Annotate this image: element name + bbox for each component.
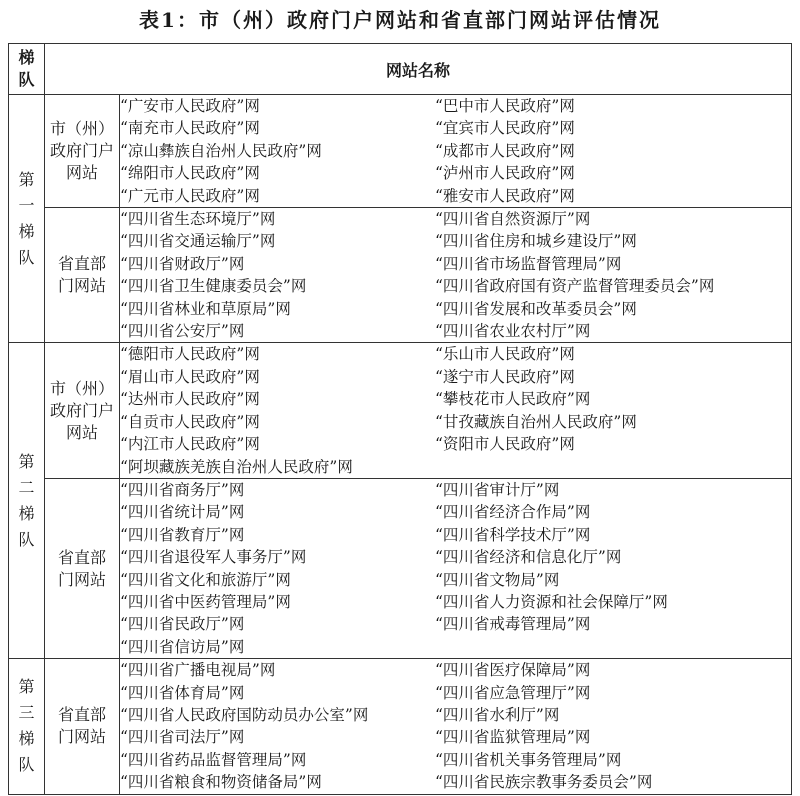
site-name: “成都市人民政府”网 — [435, 141, 575, 160]
site-name: “四川省科学技术厅”网 — [435, 525, 591, 544]
site-name: “四川省审计厅”网 — [435, 480, 560, 499]
site-name: “内江市人民政府”网 — [120, 435, 260, 454]
site-name: “四川省监狱管理局”网 — [435, 728, 591, 747]
site-name: “四川省民政厅”网 — [120, 615, 245, 634]
site-name: “四川省体育局”网 — [120, 683, 245, 702]
category-label: 省直部 门网站 — [45, 478, 120, 658]
site-name-header: 网站名称 — [45, 44, 792, 95]
site-name: “四川省药品监督管理局”网 — [120, 750, 307, 769]
tier-header: 梯 队 — [9, 44, 45, 95]
site-name: “四川省商务厅”网 — [120, 480, 245, 499]
site-name: “四川省林业和草原局”网 — [120, 299, 291, 318]
site-name: “南充市人民政府”网 — [120, 119, 260, 138]
site-name: “雅安市人民政府”网 — [435, 186, 575, 205]
site-name: “阿坝藏族羌族自治州人民政府”网 — [120, 457, 353, 476]
site-name: “宜宾市人民政府”网 — [435, 119, 575, 138]
tier-label: 第 二 梯 队 — [9, 343, 45, 659]
site-name: “四川省自然资源厅”网 — [435, 210, 591, 229]
site-name: “四川省机关事务管理局”网 — [435, 750, 622, 769]
evaluation-table — [8, 43, 792, 795]
site-name: “四川省农业农村厅”网 — [435, 322, 591, 341]
site-name: “四川省水利厅”网 — [435, 705, 560, 724]
site-name: “四川省统计局”网 — [120, 503, 245, 522]
site-list-cell — [120, 478, 792, 658]
table-title: 表1：市（州）政府门户网站和省直部门网站评估情况 — [139, 8, 661, 32]
site-list-cell — [120, 343, 792, 478]
site-name: “四川省粮食和物资储备局”网 — [120, 773, 322, 792]
table-row — [9, 343, 792, 478]
site-name: “四川省医疗保障局”网 — [435, 661, 591, 680]
site-name: “巴中市人民政府”网 — [435, 97, 575, 115]
site-name: “四川省人民政府国防动员办公室”网 — [120, 705, 369, 724]
site-name: “眉山市人民政府”网 — [120, 367, 260, 386]
site-name: “攀枝花市人民政府”网 — [435, 390, 591, 409]
site-name: “广安市人民政府”网 — [120, 97, 260, 115]
site-name: “四川省卫生健康委员会”网 — [120, 277, 307, 296]
site-name: “绵阳市人民政府”网 — [120, 164, 260, 183]
site-name: “四川省住房和城乡建设厅”网 — [435, 232, 637, 251]
table-row — [9, 659, 792, 794]
site-list-cell — [120, 659, 792, 794]
site-name: “自贡市人民政府”网 — [120, 412, 260, 431]
table-row — [9, 208, 792, 343]
tier-label: 第 一 梯 队 — [9, 95, 45, 343]
site-name: “四川省经济合作局”网 — [435, 503, 591, 522]
site-name: “四川省政府国有资产监督管理委员会”网 — [435, 277, 715, 296]
site-name: “四川省中医药管理局”网 — [120, 592, 291, 611]
table-row — [9, 95, 792, 208]
site-name: “四川省文物局”网 — [435, 570, 560, 589]
site-name: “四川省发展和改革委员会”网 — [435, 299, 637, 318]
table-row — [9, 478, 792, 658]
category-label: 市（州） 政府门户 网站 — [45, 95, 120, 208]
category-label: 省直部 门网站 — [45, 659, 120, 794]
site-name: “四川省退役军人事务厅”网 — [120, 548, 307, 567]
site-name: “资阳市人民政府”网 — [435, 435, 575, 454]
tier-label: 第 三 梯 队 — [9, 659, 45, 794]
table-body — [9, 95, 792, 795]
site-name: “四川省文化和旅游厅”网 — [120, 570, 291, 589]
category-label: 市（州） 政府门户 网站 — [45, 343, 120, 478]
site-name: “德阳市人民政府”网 — [120, 345, 260, 364]
site-name — [435, 636, 791, 658]
site-name: “甘孜藏族自治州人民政府”网 — [435, 412, 637, 431]
site-name: “四川省应急管理厅”网 — [435, 683, 591, 702]
site-name: “四川省公安厅”网 — [120, 322, 245, 341]
site-name: “四川省经济和信息化厅”网 — [435, 548, 622, 567]
site-name: “四川省广播电视局”网 — [120, 661, 276, 680]
site-name: “四川省市场监督管理局”网 — [435, 254, 622, 273]
site-name: “四川省交通运输厅”网 — [120, 232, 276, 251]
site-name: “四川省人力资源和社会保障厅”网 — [435, 592, 668, 611]
site-name: “凉山彝族自治州人民政府”网 — [120, 141, 322, 160]
site-list-cell — [120, 208, 792, 343]
site-name — [435, 456, 791, 478]
site-name: “遂宁市人民政府”网 — [435, 367, 575, 386]
site-name: “泸州市人民政府”网 — [435, 164, 575, 183]
site-name: “达州市人民政府”网 — [120, 390, 260, 409]
site-name: “四川省信访局”网 — [120, 637, 245, 656]
site-name: “乐山市人民政府”网 — [435, 345, 575, 364]
site-list-cell — [120, 95, 792, 208]
site-name: “四川省司法厅”网 — [120, 728, 245, 747]
site-name: “四川省民族宗教事务委员会”网 — [435, 773, 653, 792]
site-name: “四川省教育厅”网 — [120, 525, 245, 544]
site-name: “四川省财政厅”网 — [120, 254, 245, 273]
site-name: “四川省戒毒管理局”网 — [435, 615, 591, 634]
site-name: “四川省生态环境厅”网 — [120, 210, 276, 229]
site-name: “广元市人民政府”网 — [120, 186, 260, 205]
category-label: 省直部 门网站 — [45, 208, 120, 343]
